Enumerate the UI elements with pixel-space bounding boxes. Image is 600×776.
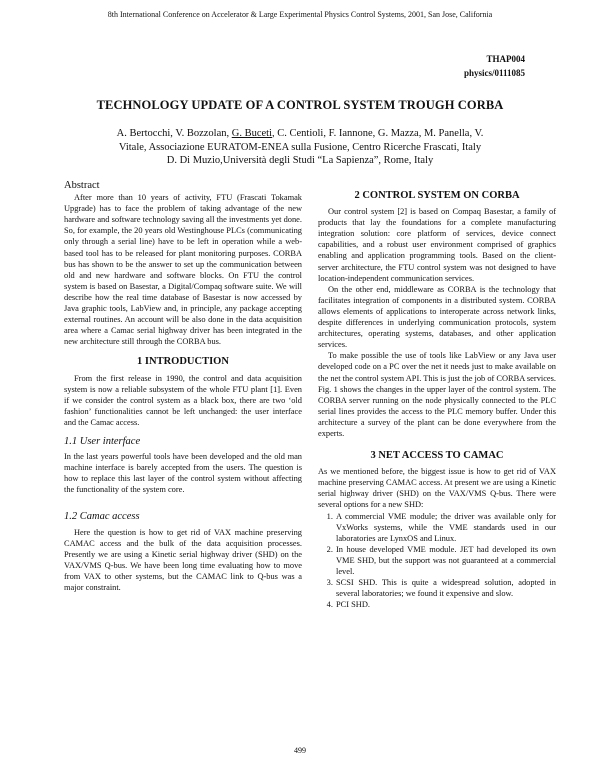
corba-paragraph-1: Our control system [2] is based on Compaq Basestar, a family of products that lay the foundations for a complete manufacturing integration solution: core platform of services, device connect capabilities, and a robust user environment comprised of graphics enabling and application programming tools. Based on the client-server architecture, the FTU control system was not designed to have location-independent communication services. [318,207,556,283]
camac-access-text: Here the question is how to get rid of VAX machine preserving CAMAC access and the bulk of the data acquisition processes. Presently we are using a Kinetic serial highway driver (SHD) on the VAX/VMS Q-bus. We have been long time evaluating how to move from VAX to other systems, but the CAMAC link to Q-bus was a major constraint. [64,527,302,592]
corba-heading: 2 CONTROL SYSTEM ON CORBA [354,190,520,201]
net-access-heading: 3 NET ACCESS TO CAMAC [370,450,504,462]
right-column [318,180,556,610]
author-names-a: A. Bertocchi, V. Bozzolan, [116,128,232,139]
author-line-3: D. Di Muzio,Università degli Studi “La Sapienza”, Rome, Italy [166,155,434,166]
camac-access-heading: 1.2 Camac access [64,511,140,523]
introduction-heading: 1 INTRODUCTION [137,356,229,368]
paper-title: TECHNOLOGY UPDATE OF A CONTROL SYSTEM TROUGH CORBA [96,98,504,112]
corba-paragraph-3: To make possible the use of tools like LabView or any Java user developed code on a PC over the net it needs just to make available on the net the control system API. This is just the job of CORBA services. Fig. 1 shows the changes in the upper layer of the control system. The CORBA server running on the node physically connected to the PLC serial lines provides the access to the PLC memory buffer. Under this architecture a survey of the plant can be done everywhere from the experts. [318,351,556,438]
author-line-2: Vitale, Associazione EURATOM-ENEA sulla Fusione, Centro Ricerche Frascati, Italy [118,141,482,153]
corba-paragraph-2: On the other end, middleware as CORBA is the technology that facilitates integration of components in a distributed system. CORBA allows elements of applications to interoperate across network links, despite differences in underlying communication protocols, system architectures, operating systems, databases, and other application services. [318,284,556,350]
list-item: 4. PCI SHD. [335,599,556,610]
conference-header: 8th International Conference on Accelerator & Large Experimental Physics Control Systems, 2001, San Jose, California [107,10,493,19]
paper-identifiers [464,52,525,80]
shd-options-list [318,511,556,611]
left-column [64,180,302,593]
net-access-text: As we mentioned before, the biggest issue is how to get rid of VAX machine preserving CAMAC access. At present we are using a Kinetic serial highway driver (SHD) on the VAX/VMS Q-bus. There were several options for a new SHD: [318,467,556,510]
page-number: 499 [294,746,306,755]
list-item: 2. In house developed VME module. JET had developed its own VME SHD, but the support was not guaranteed at a commercial level. [335,544,556,577]
user-interface-heading: 1.1 User interface [64,435,141,447]
presenting-author: G. Buceti [231,128,272,139]
list-item: 3. SCSI SHD. This is quite a widespread solution, adopted in several laboratories; we found it expensive and slow. [335,577,556,599]
author-names-c: , C. Centioli, F. Iannone, G. Mazza, M. Panella, V. [271,128,484,139]
list-item: 1. A commercial VME module; the driver was available only for VxWorks systems, while the VME standards used in our laboratories are LynxOS and Linux. [335,511,556,544]
paper-id: THAP004 [486,54,525,64]
arxiv-id: physics/0111085 [463,68,525,78]
abstract-text: After more than 10 years of activity, FTU (Frascati Tokamak Upgrade) has to face the problem of taking advantage of the new hardware and software technology saving all the investments yet done. So, for example, the 20 years old Westinghouse PLCs (communicating only through a serial line) have to be left in operation while a web-based tool has to be released for plant monitoring purposes. CORBA bus has shown to be the answer to set up the communication between old and new hardware and software blocks. On FTU the control system is based on Basestar, a Digital/Compaq software suite. We will describe how the real time database of Basestar is now accessed by Java graphic tools, LabView and, in principle, any package accepting external routines. An account will be also done in the data acquisition area where a Camac serial highway driver has been integrated in the new architecture still through the CORBA bus. [64,193,302,347]
author-line-1 [80,127,520,141]
author-block [80,127,520,168]
introduction-text: From the first release in 1990, the control and data acquisition system is now a reliable subsystem of the whole FTU plant [1]. Even if we consider the control system as a black box, there are two ‘old fashion’ functionalities cannot be left unchanged: the user interface and the Camac access. [64,373,302,427]
user-interface-text: In the last years powerful tools have been developed and the old man machine interface is barely accepted from the users. The question is how to replace this last layer of the control system without affecting the functionality of the system core. [64,452,302,495]
abstract-heading: Abstract [64,180,100,191]
